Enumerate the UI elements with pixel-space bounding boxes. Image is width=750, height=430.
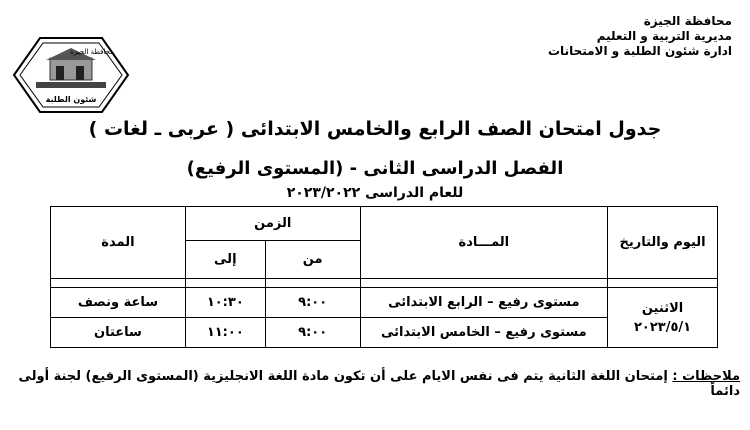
header-time: الزمن (185, 207, 360, 241)
logo-emblem-icon (10, 36, 132, 114)
org-header (432, 14, 732, 59)
to-cell: ١١:٠٠ (185, 318, 265, 348)
page-title: جدول امتحان الصف الرابع والخامس الابتدائى ( عربى ـ لغات ) (88, 118, 662, 140)
academic-year: للعام الدراسى ٢٠٢٣/٢٠٢٢ (286, 185, 464, 201)
duration-cell: ساعتان (51, 318, 186, 348)
table-header-row (51, 207, 718, 241)
header-subject: المـــادة (360, 207, 608, 279)
table-spacer (51, 279, 718, 288)
org-line-directorate: مديرية التربية و التعليم (596, 29, 732, 43)
notes-label: ملاحظات : (672, 369, 740, 384)
notes-text: إمتحان اللغة الثانية يتم فى نفس الايام على أن تكون مادة اللغة الانجليزية (المستوى الرفيع) لجنة أولى دائماً (18, 369, 740, 399)
header-day-date: اليوم والتاريخ (608, 207, 718, 279)
logo (10, 36, 132, 114)
from-cell: ٩:٠٠ (265, 318, 360, 348)
subject-cell: مستوى رفيع – الخامس الابتدائى (360, 318, 608, 348)
page-subtitle: الفصل الدراسى الثانى - (المستوى الرفيع) (186, 158, 564, 179)
duration-cell: ساعة ونصف (51, 288, 186, 318)
exam-day: الاثنين (641, 300, 684, 316)
logo-caption-bottom: شئون الطلبة (45, 95, 97, 104)
header-to: إلى (185, 241, 265, 279)
exam-date: ٢٠٢٣/٥/١ (634, 319, 692, 335)
org-line-department: ادارة شئون الطلبة و الامتحانات (548, 44, 732, 58)
notes (10, 369, 740, 399)
header-from: من (265, 241, 360, 279)
from-cell: ٩:٠٠ (265, 288, 360, 318)
header-duration: المدة (51, 207, 186, 279)
date-cell (608, 288, 718, 348)
subject-cell: مستوى رفيع – الرابع الابتدائى (360, 288, 608, 318)
table-row (51, 288, 718, 318)
to-cell: ١٠:٣٠ (185, 288, 265, 318)
logo-caption-top: محافظة الجيزة (70, 48, 114, 56)
exam-schedule-table (50, 206, 718, 348)
org-line-governorate: محافظة الجيزة (643, 14, 732, 28)
